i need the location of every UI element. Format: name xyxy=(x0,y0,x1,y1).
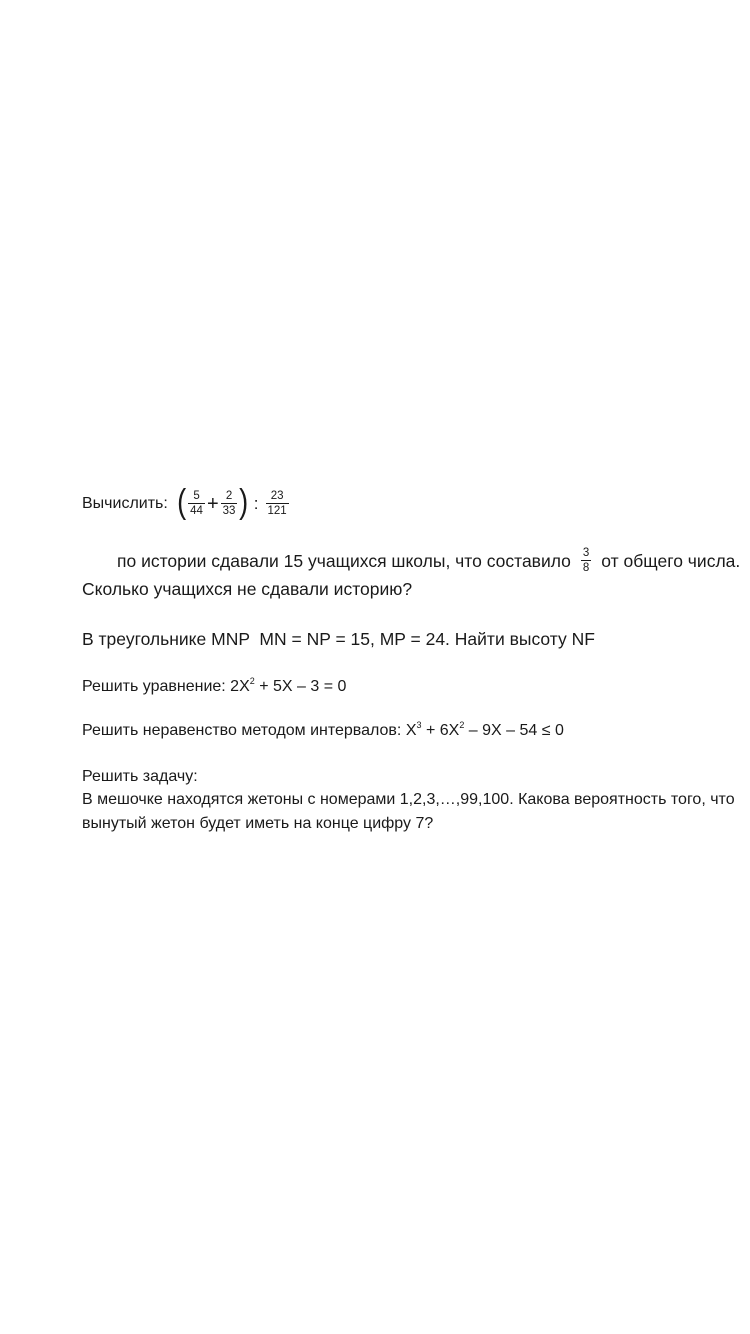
fraction-numerator: 23 xyxy=(270,490,284,502)
task-6-title: Решить задачу: xyxy=(82,768,198,785)
fraction-3-8 xyxy=(581,547,591,575)
task-5-mid: + 6X xyxy=(421,722,460,739)
fraction-denominator: 33 xyxy=(222,505,236,517)
task-6-line-2: вынутый жетон будет иметь на конце цифру 7? xyxy=(82,815,434,832)
task-1-expression xyxy=(82,484,290,524)
task-2-text-before: по истории сдавали 15 учащихся школы, что составило xyxy=(117,550,571,571)
fraction-23-121 xyxy=(266,490,289,518)
plus-sign: + xyxy=(206,492,219,515)
task-4-equation xyxy=(82,678,346,696)
exponent: 2 xyxy=(459,720,465,730)
task-3-text: В треугольнике MNP MN = NP = 15, MP = 24. Найти высоту NF xyxy=(82,629,595,649)
fraction-denominator: 121 xyxy=(267,505,287,517)
exponent: 2 xyxy=(249,676,255,686)
fraction-numerator: 5 xyxy=(193,490,200,502)
task-5-inequality xyxy=(82,722,564,740)
fraction-denominator: 8 xyxy=(582,562,590,574)
division-colon: : xyxy=(253,494,259,513)
exponent: 3 xyxy=(416,720,422,730)
task-5-rest: – 9X – 54 ≤ 0 xyxy=(464,722,564,739)
fraction-5-44 xyxy=(188,490,205,518)
task-5-label: Решить неравенство методом интервалов: X xyxy=(82,722,417,739)
task-2-line-1 xyxy=(117,546,740,576)
paren-close: ) xyxy=(239,483,249,521)
task-6-line-1: В мешочке находятся жетоны с номерами 1,2,3,…,99,100. Какова вероятность того, что xyxy=(82,791,735,808)
task-2-text-after: от общего числа. xyxy=(601,550,741,571)
fraction-numerator: 2 xyxy=(225,490,233,502)
task-4-label: Решить уравнение: 2X xyxy=(82,678,250,695)
paren-open: ( xyxy=(176,483,187,521)
task-1-label: Вычислить: xyxy=(82,495,168,512)
fraction-numerator: 3 xyxy=(582,547,590,559)
fraction-denominator: 44 xyxy=(190,505,203,517)
fraction-2-33 xyxy=(221,490,238,518)
task-2-line-2: Сколько учащихся не сдавали историю? xyxy=(82,579,413,599)
task-4-rest: + 5X – 3 = 0 xyxy=(254,678,347,695)
